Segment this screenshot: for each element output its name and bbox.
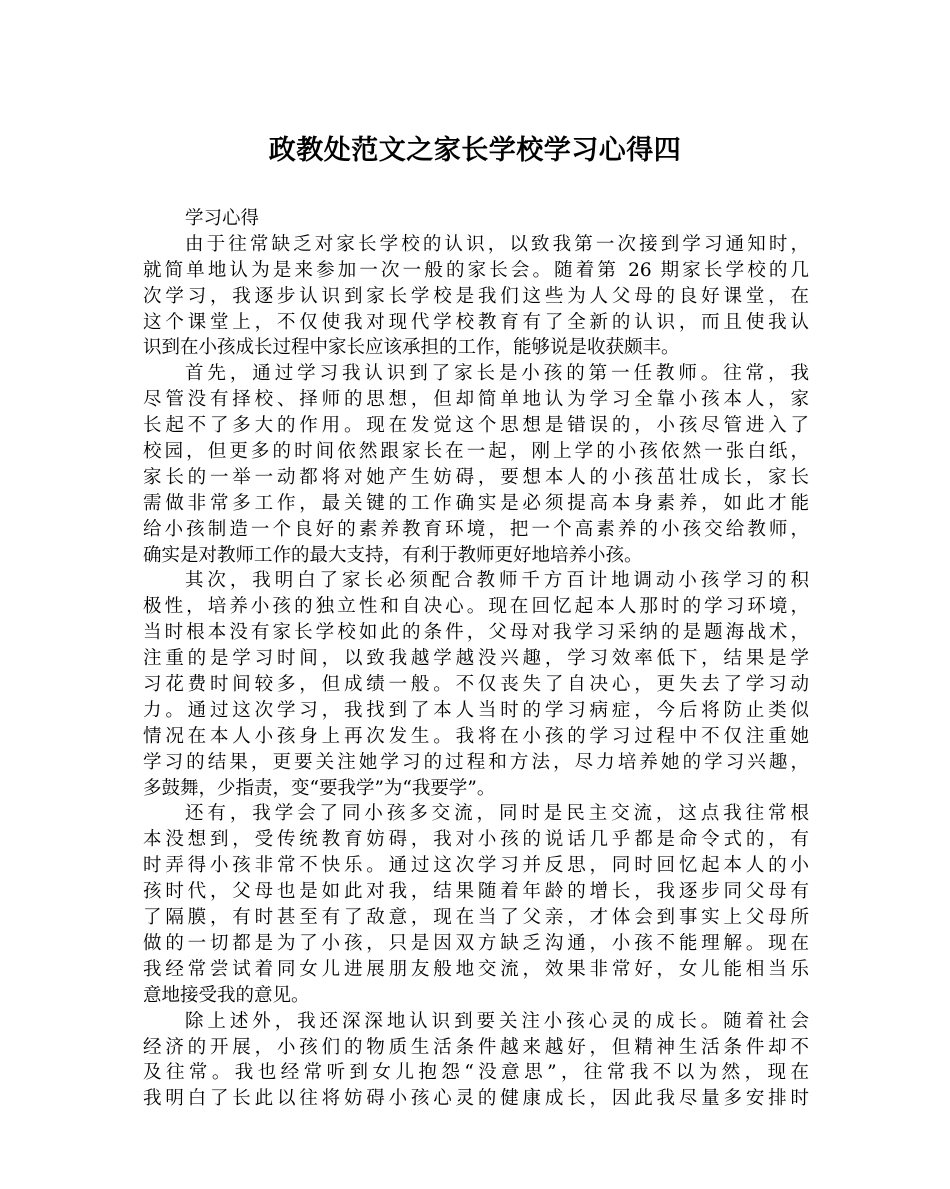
- paragraph-line: 确实是对教师工作的最大支持，有利于教师更好地培养小孩。: [143, 544, 643, 566]
- paragraph-line: 注重的是学习时间，以致我越学越没兴趣，学习效率低下，结果是学: [143, 648, 809, 670]
- paragraph-line: 学习的结果，更要关注她学习的过程和方法，尽力培养她的学习兴趣，: [143, 751, 809, 773]
- paragraph-line: 校园，但更多的时间依然跟家长在一起，刚上学的小孩依然一张白纸，: [143, 441, 809, 463]
- paragraph-line: 识到在小孩成长过程中家长应该承担的工作，能够说是收获颇丰。: [143, 337, 680, 359]
- paragraph-first-line: 除上述外，我还深深地认识到要关注小孩心灵的成长。随着社会: [185, 1010, 809, 1032]
- paragraph-line: 了隔膜，有时甚至有了敌意，现在当了父亲，才体会到事实上父母所: [143, 907, 809, 929]
- paragraph-line: 做的一切都是为了小孩，只是因双方缺乏沟通，小孩不能理解。现在: [143, 932, 809, 954]
- paragraph-line: 经济的开展，小孩们的物质生活条件越来越好，但精神生活条件却不: [143, 1036, 809, 1058]
- paragraph-line: 次学习，我逐步认识到家长学校是我们这些为人父母的良好课堂，在: [143, 285, 809, 307]
- paragraph-line: 我经常尝试着同女儿进展朋友般地交流，效果非常好，女儿能相当乐: [143, 958, 809, 980]
- document-body: [143, 206, 809, 1112]
- paragraph-line: 就简单地认为是来参加一次一般的家长会。随着第 26 期家长学校的几: [143, 259, 809, 281]
- paragraph-line: 尽管没有择校、择师的思想，但却简单地认为学习全靠小孩本人，家: [143, 389, 809, 411]
- paragraph-line: 当时根本没有家长学校如此的条件，父母对我学习采纳的是题海战术，: [143, 622, 809, 644]
- paragraph-line: 长起不了多大的作用。现在发觉这个思想是错误的，小孩尽管进入了: [143, 415, 809, 437]
- document-title: 政教处范文之家长学校学习心得四: [268, 135, 682, 166]
- paragraph-line: 多鼓舞，少指责，变“要我学”为“我要学”。: [143, 777, 496, 799]
- paragraph-line: 家长的一举一动都将对她产生妨碍，要想本人的小孩茁壮成长，家长: [143, 466, 809, 488]
- paragraph-line: 我明白了长此以往将妨碍小孩心灵的健康成长，因此我尽量多安排时: [143, 1088, 809, 1110]
- paragraph-first-line: 由于往常缺乏对家长学校的认识，以致我第一次接到学习通知时，: [185, 233, 809, 255]
- paragraph-line: 极性，培养小孩的独立性和自决心。现在回忆起本人那时的学习环境，: [143, 596, 809, 618]
- paragraph-line: 意地接受我的意见。: [143, 984, 310, 1006]
- paragraph-line: 给小孩制造一个良好的素养教育环境，把一个高素养的小孩交给教师，: [143, 518, 809, 540]
- paragraph-line: 情况在本人小孩身上再次发生。我将在小孩的学习过程中不仅注重她: [143, 725, 809, 747]
- paragraph-line: 习花费时间较多，但成绩一般。不仅丧失了自决心，更失去了学习动: [143, 674, 809, 696]
- paragraph-line: 孩时代，父母也是如此对我，结果随着年龄的增长，我逐步同父母有: [143, 881, 809, 903]
- paragraph-line: 时弄得小孩非常不快乐。通过这次学习并反思，同时回忆起本人的小: [143, 855, 809, 877]
- paragraph-line: 及往常。我也经常听到女儿抱怨“没意思”，往常我不以为然，现在: [143, 1062, 809, 1084]
- paragraph-line: 需做非常多工作，最关键的工作确实是必须提高本身素养，如此才能: [143, 492, 809, 514]
- paragraph-line: 本没想到，受传统教育妨碍，我对小孩的说话几乎都是命令式的，有: [143, 829, 809, 851]
- paragraph-line: 这个课堂上，不仅使我对现代学校教育有了全新的认识，而且使我认: [143, 311, 809, 333]
- paragraph-first-line: 还有，我学会了同小孩多交流，同时是民主交流，这点我往常根: [185, 803, 809, 825]
- section-heading: 学习心得: [185, 208, 260, 229]
- paragraph-first-line: 首先，通过学习我认识到了家长是小孩的第一任教师。往常，我: [185, 363, 809, 385]
- paragraph-line: 力。通过这次学习，我找到了本人当时的学习病症，今后将防止类似: [143, 699, 809, 721]
- paragraph-first-line: 其次，我明白了家长必须配合教师千方百计地调动小孩学习的积: [185, 570, 809, 592]
